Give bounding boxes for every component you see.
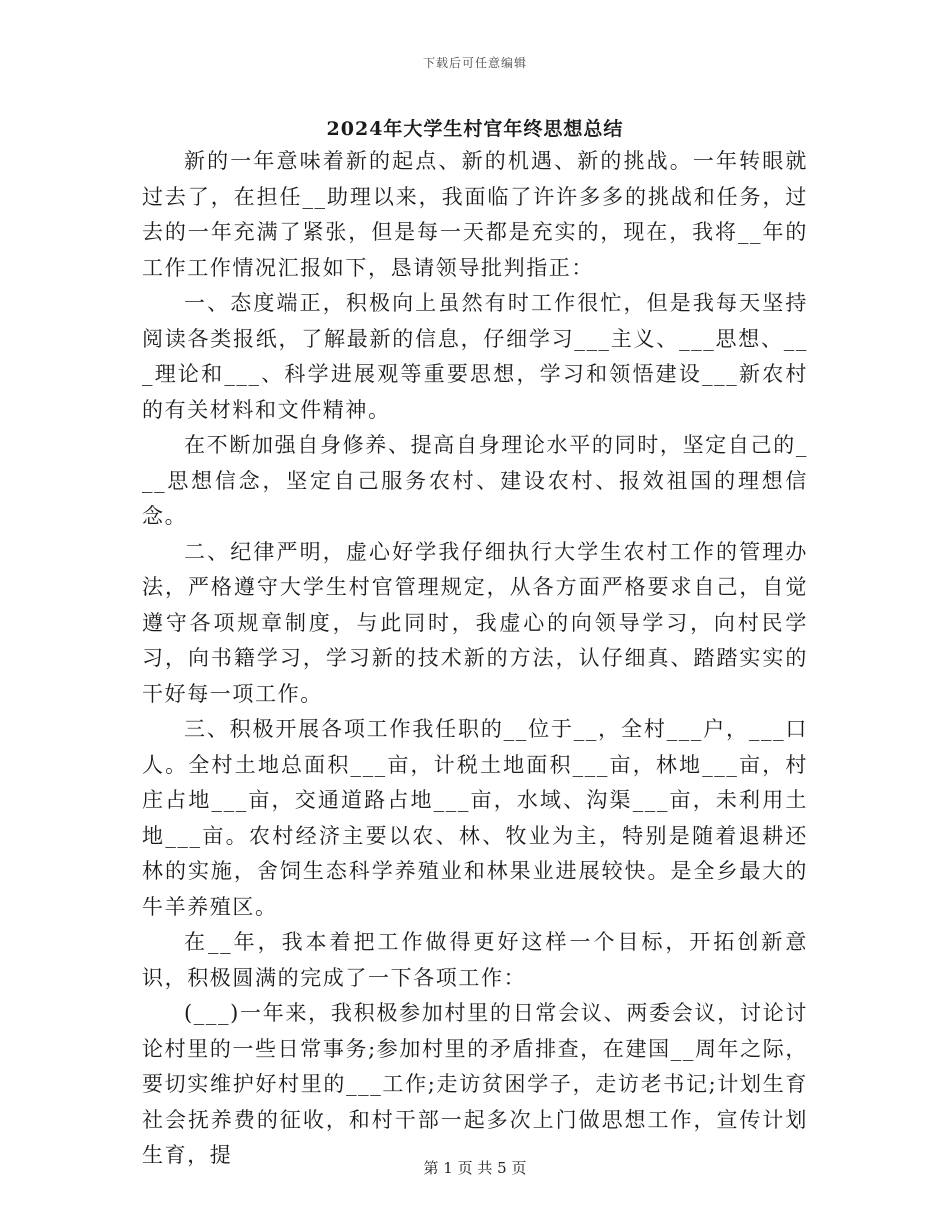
paragraph-belief: 在不断加强自身修养、提高自身理论水平的同时，坚定自己的___思想信念，坚定自己服务农村、建设农村、报效祖国的理想信念。 xyxy=(142,433,808,528)
paragraph-meetings: (___)一年来，我积极参加村里的日常会议、两委会议，讨论讨论村里的一些日常事务;参加村里的矛盾排查，在建国__周年之际，要切实维护好村里的___工作;走访贫困学子，走访老书记;计划生育社会抚养费的征收，和村干部一起多次上门做思想工作，宣传计划生育，提 xyxy=(142,1001,808,1167)
header-note: 下载后可任意编辑 xyxy=(422,56,527,70)
paragraph-goal: 在__年，我本着把工作做得更好这样一个目标，开拓创新意识，积极圆满的完成了一下各项工作： xyxy=(142,930,808,990)
page-number: 第 1 页 共 5 页 xyxy=(423,1159,527,1177)
paragraph-discipline: 二、纪律严明，虚心好学我仔细执行大学生农村工作的管理办法，严格遵守大学生村官管理规定，从各方面严格要求自己，自觉遵守各项规章制度，与此同时，我虚心的向领导学习，向村民学习，向书籍学习，学习新的技术新的方法，认仔细真、踏踏实实的干好每一项工作。 xyxy=(142,539,808,706)
paragraph-work: 三、积极开展各项工作我任职的__位于__，全村___户，___口人。全村土地总面积___亩，计税土地面积___亩，林地___亩，村庄占地___亩，交通道路占地___亩，水域、沟渠___亩，未利用土地___亩。农村经济主要以农、林、牧业为主，特别是随着退耕还林的实施，舍饲生态科学养殖业和林果业进展较快。是全乡最大的牛羊养殖区。 xyxy=(142,717,808,919)
paragraph-intro: 新的一年意味着新的起点、新的机遇、新的挑战。一年转眼就过去了，在担任__助理以来，我面临了许许多多的挑战和任务，过去的一年充满了紧张，但是每一天都是充实的，现在，我将__年的工作工作情况汇报如下，恳请领导批判指正： xyxy=(142,149,808,280)
document-body xyxy=(142,144,808,1174)
paragraph-attitude: 一、态度端正，积极向上虽然有时工作很忙，但是我每天坚持阅读各类报纸，了解最新的信息，仔细学习___主义、___思想、___理论和___、科学进展观等重要思想，学习和领悟建设___新农村的有关材料和文件精神。 xyxy=(142,291,808,422)
document-title: 2024年大学生村官年终思想总结 xyxy=(326,118,624,140)
